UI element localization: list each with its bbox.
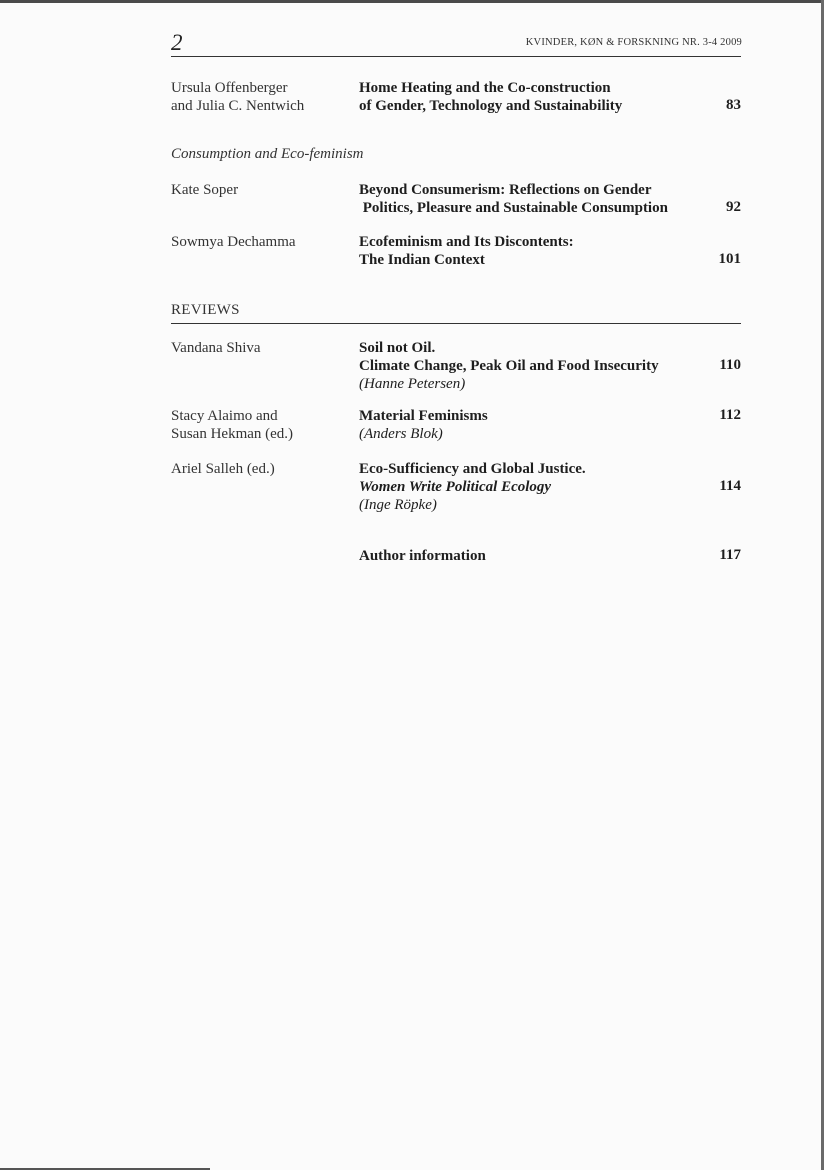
scan-edge-top <box>0 0 824 3</box>
reviews-rule <box>171 323 741 324</box>
reviewer-name: (Anders Blok) <box>359 426 443 442</box>
entry-author: Ariel Salleh (ed.) <box>171 461 275 477</box>
entry-page: 117 <box>719 547 741 563</box>
entry-title: Eco-Sufficiency and Global Justice. Women Write Political Ecology (Inge Röpke) <box>359 460 689 514</box>
entry-title: Beyond Consumerism: Reflections on Gender Politics, Pleasure and Sustainable Consumption <box>359 182 668 216</box>
section-heading-consumption: Consumption and Eco-feminism <box>171 146 364 162</box>
entry-page: 101 <box>718 251 741 267</box>
entry-title: Author information <box>359 548 486 564</box>
entry-title: Ecofeminism and Its Discontents: The Indian Context <box>359 234 574 268</box>
entry-title: Soil not Oil. Climate Change, Peak Oil and Food Insecurity (Hanne Petersen) <box>359 339 689 393</box>
entry-page: 114 <box>719 478 741 494</box>
entry-author: Vandana Shiva <box>171 340 261 356</box>
entry-author: Sowmya Dechamma <box>171 234 296 250</box>
entry-page: 112 <box>719 407 741 423</box>
entry-title: Material Feminisms (Anders Blok) <box>359 407 689 443</box>
entry-page: 92 <box>726 199 741 215</box>
entry-page: 110 <box>719 357 741 373</box>
header-rule <box>171 56 741 57</box>
reviewer-name: (Inge Röpke) <box>359 497 437 513</box>
entry-author: Kate Soper <box>171 182 239 198</box>
page-number: 2 <box>171 30 183 55</box>
entry-page: 83 <box>726 97 741 113</box>
reviewer-name: (Hanne Petersen) <box>359 376 466 392</box>
entry-author: Ursula Offenberger and Julia C. Nentwich <box>171 80 305 114</box>
entry-author: Stacy Alaimo and Susan Hekman (ed.) <box>171 408 294 442</box>
journal-header: KVINDER, KØN & FORSKNING NR. 3-4 2009 <box>525 37 742 48</box>
section-heading-reviews: REVIEWS <box>171 302 240 318</box>
entry-title: Home Heating and the Co-construction of Gender, Technology and Sustainability <box>359 80 623 114</box>
